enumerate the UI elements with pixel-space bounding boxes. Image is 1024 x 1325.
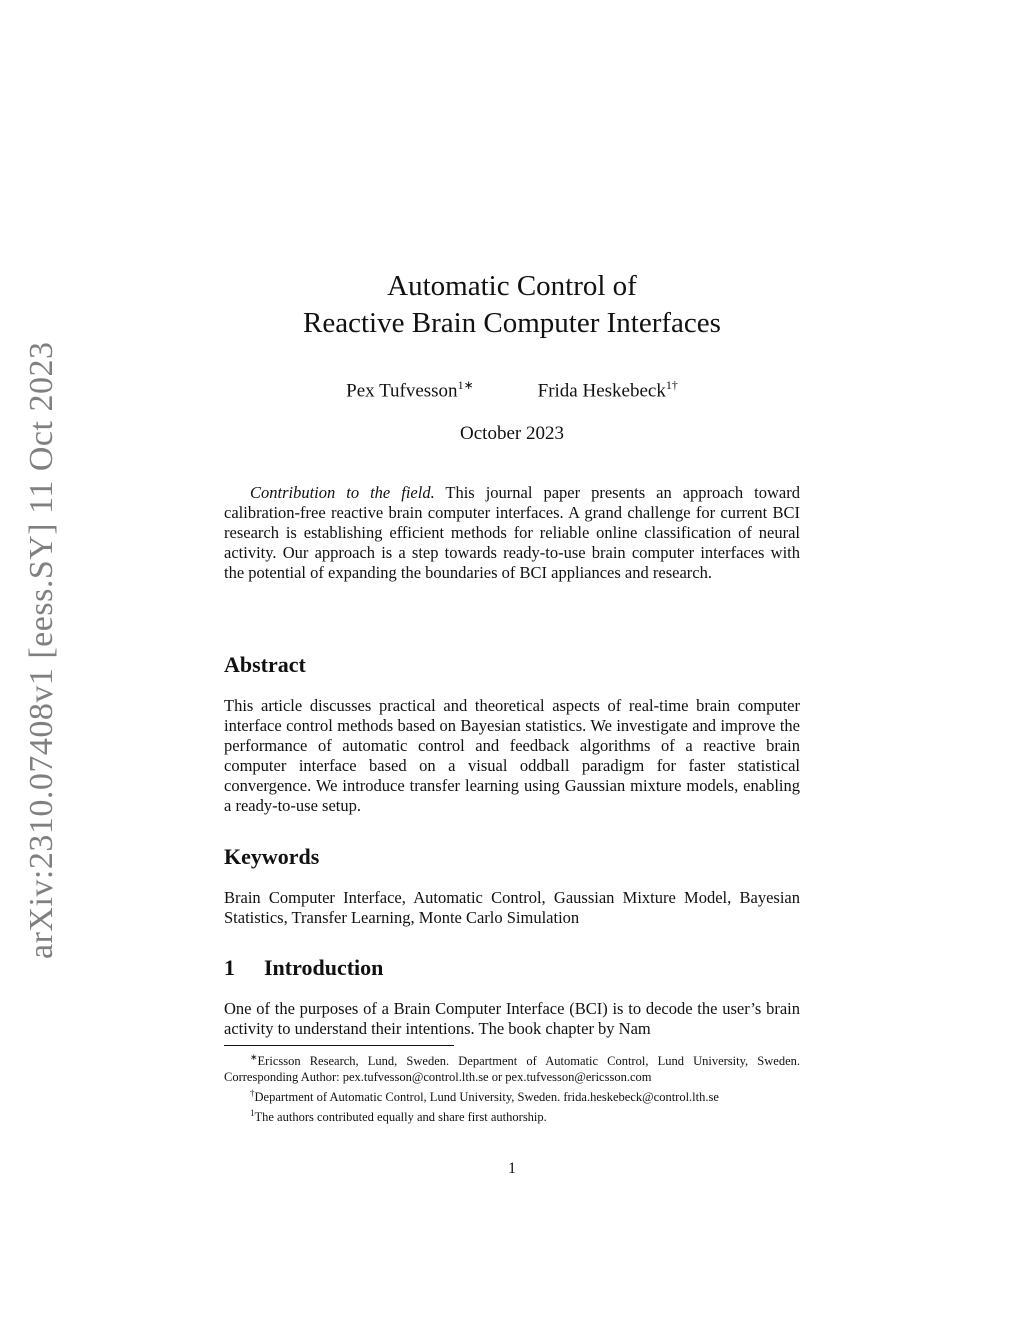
author-list [0, 378, 1024, 402]
author-affiliation-mark: 1† [665, 378, 678, 392]
title-line-2: Reactive Brain Computer Interfaces [303, 307, 721, 339]
introduction-text: One of the purposes of a Brain Computer Interface (BCI) is to decode the user’s brain activity to understand their intentions. The book chapter by Nam [224, 999, 800, 1038]
abstract-section [224, 652, 800, 816]
abstract-heading: Abstract [224, 652, 306, 677]
paper-date: October 2023 [460, 423, 564, 444]
title-line-1: Automatic Control of [387, 270, 637, 302]
footnote: ∗Ericsson Research, Lund, Sweden. Department of Automatic Control, Lund University, Sweden. Corresponding Author: pex.tufvesson@control.lth.se or pex.tufvesson@ericsson.com [224, 1052, 800, 1085]
keywords-section [224, 844, 800, 928]
footnote: $^1$The authors contributed equally and share first authorship. [250, 1108, 547, 1125]
paper-title [0, 268, 1024, 342]
introduction-heading: 1 Introduction [224, 955, 384, 980]
abstract-text: This article discusses practical and theoretical aspects of real-time brain computer interface control methods based on Bayesian statistics. We investigate and improve the performance of automatic control and feedback algorithms of a reactive brain computer interface based on a visual oddball paradigm for faster statistical convergence. We introduce transfer learning using Gaussian mixture models, enabling a ready-to-use setup. [224, 696, 800, 815]
author: Pex Tufvesson$^{1∗}$ [346, 378, 474, 402]
contribution-section [224, 483, 800, 583]
author: Frida Heskebeck$^{1\dagger}$ [537, 378, 678, 402]
contribution-paragraph: Contribution to the field. This journal paper presents an approach toward calibration-free reactive brain computer interfaces. A grand challenge for current BCI research is establishing efficient methods for reliable online classification of neural activity. Our approach is a step towards ready-to-use brain computer interfaces with the potential of expanding the boundaries of BCI appliances and research. [224, 483, 800, 582]
footnotes [224, 1049, 800, 1125]
keywords-text: Brain Computer Interface, Automatic Control, Gaussian Mixture Model, Bayesian Statistics, Transfer Learning, Monte Carlo Simulation [224, 888, 800, 927]
section-number: 1 [224, 955, 235, 980]
author-affiliation-mark: 1∗ [457, 378, 474, 392]
introduction-section [224, 955, 800, 1039]
keywords-heading: Keywords [224, 844, 320, 869]
contribution-lead: Contribution to the field. [250, 483, 435, 502]
footnote-rule [224, 1045, 454, 1046]
footnote: †Department of Automatic Control, Lund University, Sweden. frida.heskebeck@control.lth.se [250, 1088, 719, 1105]
page-number: 1 [508, 1160, 516, 1177]
arxiv-stamp: arXiv:2310.07408v1 [eess.SY] 11 Oct 2023 [23, 341, 60, 959]
